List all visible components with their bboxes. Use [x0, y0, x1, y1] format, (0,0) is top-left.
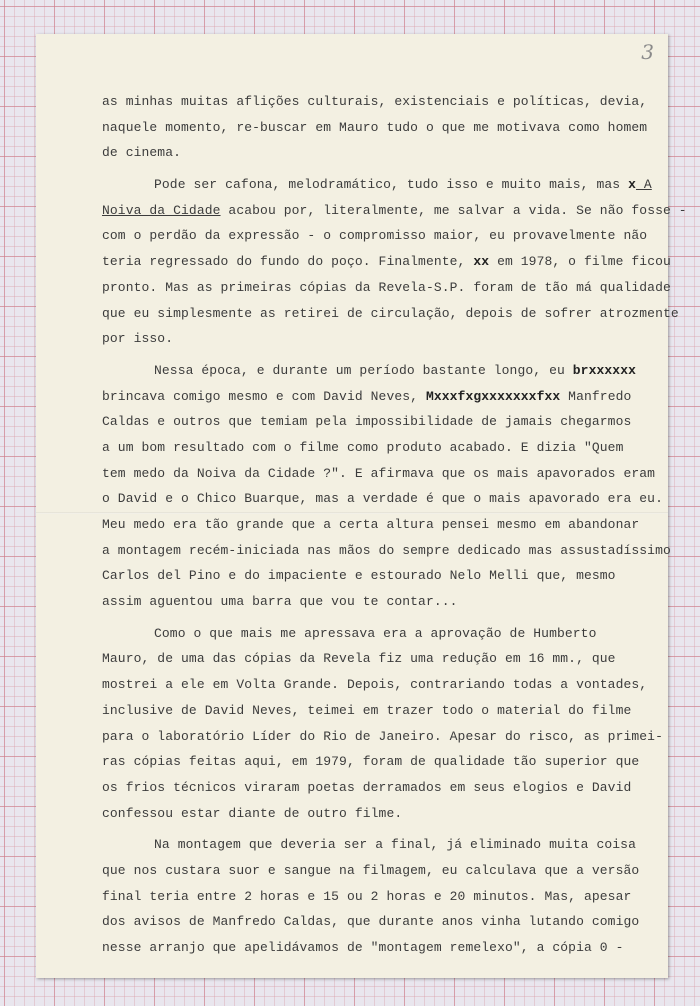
text-line: Pode ser cafona, melodramático, tudo isso e muito mais, mas x A — [154, 177, 652, 193]
text-line: ras cópias feitas aqui, em 1979, foram de qualidade tão superior que — [102, 754, 640, 770]
text-line: teria regressado do fundo do poço. Finalmente, xx em 1978, o filme ficou — [102, 254, 671, 270]
text-line: o David e o Chico Buarque, mas a verdade é que o mais apavorado era eu. — [102, 491, 663, 507]
text-line: Na montagem que deveria ser a final, já eliminado muita coisa — [154, 837, 636, 853]
text-line: que eu simplesmente as retirei de circulação, depois de sofrer atrozmente — [102, 305, 679, 321]
text-line: por isso. — [102, 331, 174, 347]
text-line: mostrei a ele em Volta Grande. Depois, contrariando todas a vontades, — [102, 677, 648, 693]
text-line: nesse arranjo que apelidávamos de "montagem remelexo", a cópia 0 - — [102, 940, 624, 955]
text-line: dos avisos de Manfredo Caldas, que durante anos vinha lutando comigo — [102, 914, 640, 930]
text-line: pronto. Mas as primeiras cópias da Revela-S.P. foram de tão má qualidade — [102, 279, 671, 295]
text-line: Nessa época, e durante um período bastante longo, eu brxxxxxx — [154, 362, 636, 378]
text-line: a um bom resultado com o filme como produto acabado. E dizia "Quem — [102, 439, 624, 455]
text-line: os frios técnicos viraram poetas derramados em seus elogios e David — [102, 779, 632, 795]
text-line: a montagem recém-iniciada nas mãos do sempre dedicado mas assustadíssimo — [102, 542, 671, 558]
text-line: Caldas e outros que temiam pela impossibilidade de jamais chegarmos — [102, 414, 632, 430]
text-line: final teria entre 2 horas e 15 ou 2 horas e 20 minutos. Mas, apesar — [102, 888, 632, 904]
text-line: Carlos del Pino e do impaciente e estourado Nelo Melli que, mesmo — [102, 568, 616, 584]
text-line: com o perdão da expressão - o compromisso maior, eu provavelmente não — [102, 228, 648, 244]
typed-page — [36, 34, 687, 978]
struck-text: x — [628, 177, 636, 193]
text-line: assim aguentou uma barra que vou te contar... — [102, 594, 458, 610]
text-line: tem medo da Noiva da Cidade ?". E afirmava que os mais apavorados eram — [102, 465, 656, 481]
text-line: brincava comigo mesmo e com David Neves, Mxxxfxgxxxxxxxfxx Manfredo — [102, 388, 632, 404]
text-line: naquele momento, re-buscar em Mauro tudo o que me motivava como homem — [102, 119, 648, 135]
text-line: Noiva da Cidade acabou por, literalmente, me salvar a vida. Se não fosse - — [102, 202, 687, 218]
text-line: inclusive de David Neves, teimei em trazer todo o material do filme — [102, 702, 632, 718]
struck-text: Mxxxfxgxxxxxxxfxx — [425, 388, 561, 404]
page-number: 3 — [641, 40, 654, 64]
text-line: para o laboratório Líder do Rio de Janeiro. Apesar do risco, as primei- — [102, 728, 663, 744]
text-line: que nos custara suor e sangue na filmagem, eu calculava que a versão — [102, 862, 640, 878]
typed-text — [102, 89, 687, 961]
text-line: Meu medo era tão grande que a certa altura pensei mesmo em abandonar — [102, 517, 640, 532]
text-line: as minhas muitas aflições culturais, existenciais e políticas, devia, — [102, 94, 648, 109]
text-line: confessou estar diante de outro filme. — [102, 805, 403, 821]
struck-text: brxxxxxx — [572, 362, 636, 378]
text-line: Como o que mais me apressava era a aprovação de Humberto — [154, 625, 597, 641]
film-title: Noiva da Cidade — [102, 202, 221, 218]
text-line: de cinema. — [102, 145, 182, 161]
struck-text: xx — [473, 254, 490, 270]
text-line: Mauro, de uma das cópias da Revela fiz uma redução em 16 mm., que — [102, 651, 616, 667]
